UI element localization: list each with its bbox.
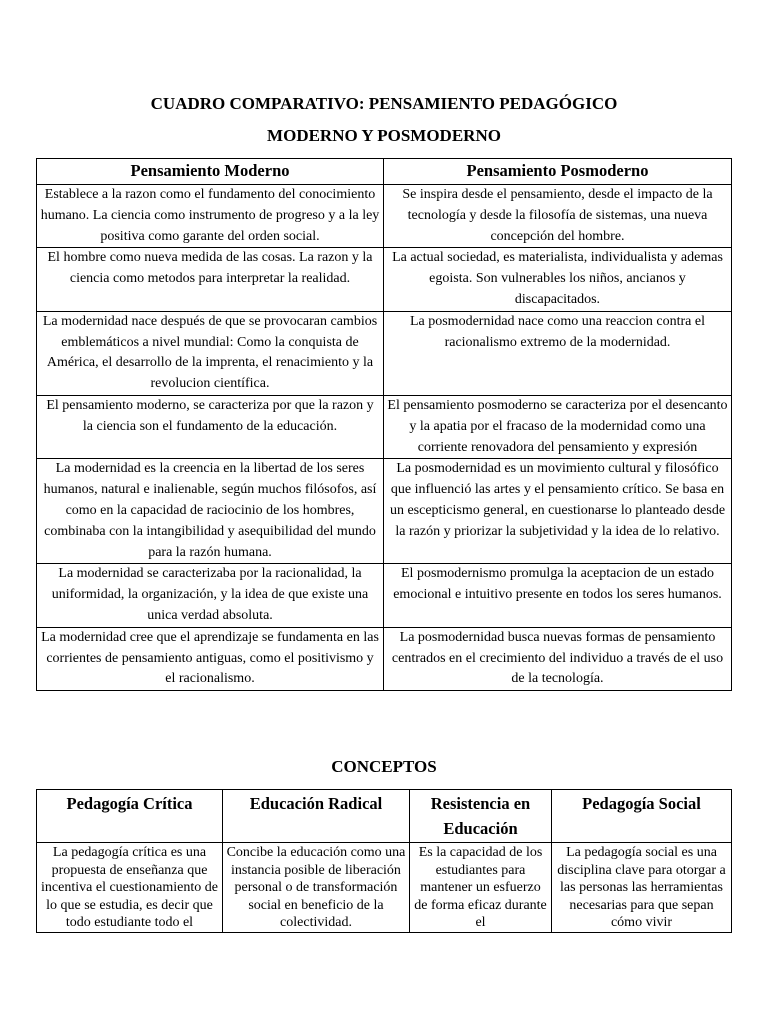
header-pedagogia-social: Pedagogía Social <box>552 790 732 843</box>
concepts-table <box>36 789 732 933</box>
concepts-title: CONCEPTOS <box>331 757 437 776</box>
table-cell: La modernidad se caracterizaba por la racionalidad, la uniformidad, la organización, y la idea de que existe una unica verdad absoluta. <box>37 564 384 627</box>
comparison-header-row <box>37 159 732 185</box>
document-title-line2: MODERNO Y POSMODERNO <box>267 126 501 145</box>
table-cell: El pensamiento moderno, se caracteriza por que la razon y la ciencia son el fundamento de la educación. <box>37 395 384 458</box>
table-row <box>37 395 732 458</box>
document-title-line1: CUADRO COMPARATIVO: PENSAMIENTO PEDAGÓGICO <box>150 94 618 113</box>
header-pedagogia-critica: Pedagogía Crítica <box>37 790 223 843</box>
table-cell: Establece a la razon como el fundamento del conocimiento humano. La ciencia como instrumento de progreso y a la ley positiva como garante del orden social. <box>37 185 384 248</box>
concept-cell-educacion-radical: Concibe la educación como una instancia posible de liberación personal o de transformación social en beneficio de la colectividad. <box>223 843 410 933</box>
table-cell: La posmodernidad es un movimiento cultural y filosófico que influenció las artes y el pensamiento crítico. Se basa en un escepticismo general, en cuestionarse lo planteado desde la razón y priorizar la subjetividad y la idea de lo relativo. <box>384 459 732 564</box>
table-cell: La posmodernidad busca nuevas formas de pensamiento centrados en el crecimiento del individuo a través de el uso de la tecnología. <box>384 627 732 690</box>
table-cell: El pensamiento posmoderno se caracteriza por el desencanto y la apatia por el fracaso de la modernidad como una corriente renovadora del pensamiento y expresión <box>384 395 732 458</box>
table-cell: La actual sociedad, es materialista, individualista y ademas egoista. Son vulnerables los niños, ancianos y discapacitados. <box>384 248 732 311</box>
table-cell: La modernidad nace después de que se provocaran cambios emblemáticos a nivel mundial: Como la conquista de América, el desarrollo de la imprenta, el renacimiento y la revolucion científica. <box>37 311 384 395</box>
concept-cell-pedagogia-social: La pedagogía social es una disciplina clave para otorgar a las personas las herramientas necesarias para que sepan cómo vivir <box>552 843 732 933</box>
table-cell: La posmodernidad nace como una reaccion contra el racionalismo extremo de la modernidad. <box>384 311 732 395</box>
table-row <box>37 843 732 933</box>
comparison-table <box>36 158 732 691</box>
table-cell: La modernidad es la creencia en la libertad de los seres humanos, natural e inalienable, según muchos filósofos, así como en la capacidad de raciocinio de los hombres, combinaba con la intangibilidad y asequibilidad del mundo para la razón humana. <box>37 459 384 564</box>
header-educacion-radical: Educación Radical <box>223 790 410 843</box>
table-cell: El hombre como nueva medida de las cosas. La razon y la ciencia como metodos para interpretar la realidad. <box>37 248 384 311</box>
table-row <box>37 185 732 248</box>
table-row <box>37 248 732 311</box>
header-resistencia-en-educacion: Resistencia en Educación <box>410 790 552 843</box>
concept-cell-resistencia: Es la capacidad de los estudiantes para mantener un esfuerzo de forma eficaz durante el <box>410 843 552 933</box>
concept-cell-pedagogia-critica: La pedagogía crítica es una propuesta de enseñanza que incentiva el cuestionamiento de lo que se estudia, es decir que todo estudiante todo el <box>37 843 223 933</box>
table-row <box>37 459 732 564</box>
table-cell: Se inspira desde el pensamiento, desde el impacto de la tecnología y desde la filosofía de sistemas, una nueva concepción del hombre. <box>384 185 732 248</box>
table-cell: La modernidad cree que el aprendizaje se fundamenta en las corrientes de pensamiento antiguas, como el positivismo y el racionalismo. <box>37 627 384 690</box>
table-cell: El posmodernismo promulga la aceptacion de un estado emocional e intuitivo presente en todos los seres humanos. <box>384 564 732 627</box>
header-pensamiento-posmoderno: Pensamiento Posmoderno <box>384 159 732 185</box>
table-row <box>37 564 732 627</box>
table-row <box>37 627 732 690</box>
table-row <box>37 311 732 395</box>
header-pensamiento-moderno: Pensamiento Moderno <box>37 159 384 185</box>
concepts-header-row <box>37 790 732 843</box>
